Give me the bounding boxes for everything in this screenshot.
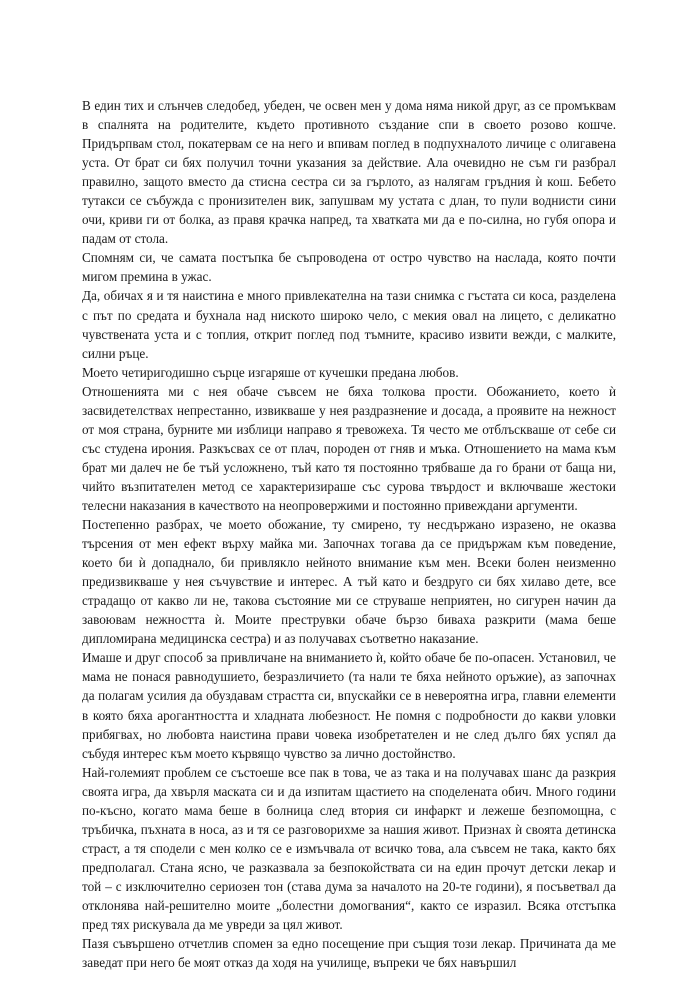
document-body <box>82 96 616 972</box>
paragraph-3: Да, обичах я и тя наистина е много привлекателна на тази снимка с гъстата си коса, разделена с път по средата и бухнала над ниското широко чело, с мекия овал на лицето, с деликатно чувствената уста и с топлия, открит поглед под тъмните, красиво извити вежди, с малките, силни ръце. <box>82 288 616 361</box>
paragraph-2: Спомням си, че самата постъпка бе съпроводена от остро чувство на наслада, която почти мигом премина в ужас. <box>82 250 616 285</box>
paragraph-6: Постепенно разбрах, че моето обожание, ту смирено, ту несдържано изразено, не оказва търсения от мен ефект върху майка ми. Започнах тогава да се придържам към поведение, което би ѝ допаднало, би привлякло нейното внимание към мен. Всеки болен неизменно предизвикваше у нея съчувствие и интерес. А тъй като и бездруго си бях хилаво дете, все страдащо от какво ли не, такова състояние ми се струваше неприятен, но сигурен начин да завоювам нежността ѝ. Моите преструвки обаче бързо биваха разкрити (мама беше дипломирана медицинска сестра) и аз получавах съответно наказание. <box>82 517 616 647</box>
paragraph-4: Моето четиригодишно сърце изгаряше от кучешки предана любов. <box>82 364 459 380</box>
paragraph-9: Пазя съвършено отчетлив спомен за едно посещение при същия този лекар. Причината да ме заведат при него бе моят отказ да ходя на училище, въпреки че бях навършил <box>82 936 616 971</box>
paragraph-7: Имаше и друг способ за привличане на вниманието ѝ, който обаче бе по-опасен. Установил, че мама не понася равнодушието, безразличието (та нали те бяха нейното оръжие), аз започнах да полагам усилия да обуздавам страстта си, впускайки се в невероятна игра, главни елементи в която бяха арогантността и хладната любезност. Не помня с подробности до какви уловки прибягвах, но любовта наистина прави човека изобретателен и не след дълго бях успял да събудя интерес към моето кървящо чувство за лично достойнство. <box>82 650 616 761</box>
paragraph-8: Най-големият проблем се състоеше все пак в това, че аз така и на получавах шанс да разкрия своята игра, да хвърля маската си и да изпитам щастието на споделената обич. Много години по-късно, когато мама беше в болница след втория си инфаркт и лежеше безпомощна, с тръбичка, пъхната в носа, аз и тя се разговорихме за нашия живот. Признах ѝ своята детинска страст, а тя сподели с мен колко се е измъчвала от всичко това, ала съвсем не така, както бях предполагал. Стана ясно, че разказвала за безпокойствата си на един прочут детски лекар и той – с изключително сериозен тон (става дума за началото на 20-те години), я посъветвал да отклонява най-решително моите „болестни домогвания“, както се изразил. Всяка отстъпка пред тях рискувала да ме увреди за цял живот. <box>82 764 616 933</box>
paragraph-5: Отношенията ми с нея обаче съвсем не бяха толкова прости. Обожанието, което ѝ засвидетелствах непрестанно, извикваше у нея раздразнение и досада, а проявите на нежност от моя страна, бурните ми изблици направо я тревожеха. Тя често ме отблъскваше от себе си със студена ирония. Разкъсвах се от плач, породен от гняв и мъка. Отношението на мама към брат ми далеч не бе тъй усложнено, тъй като тя постоянно трябваше да го брани от баща ни, чийто възпитателен метод се характеризираше със сурова твърдост и включваше жестоки телесни наказания в качеството на неопровержими и постоянно привеждани аргументи. <box>82 383 616 513</box>
paragraph-1: В един тих и слънчев следобед, убеден, че освен мен у дома няма никой друг, аз се промъквам в спалнята на родителите, където противното създание спи в своето розово кошче. Придърпвам стол, покатервам се на него и впивам поглед в подпухналото личице с олигавена уста. От брат си бях получил точни указания за действие. Ала очевидно не съм ги разбрал правилно, защото вместо да стисна сестра си за гърлото, аз налягам гръдния ѝ кош. Бебето тутакси се събужда с пронизителен вик, запушвам му устата с длан, то пули воднисти сини очи, криви ги от болка, аз правя крачка напред, та хватката ми да е по-силна, но губя опора и падам от стола. <box>82 98 616 247</box>
